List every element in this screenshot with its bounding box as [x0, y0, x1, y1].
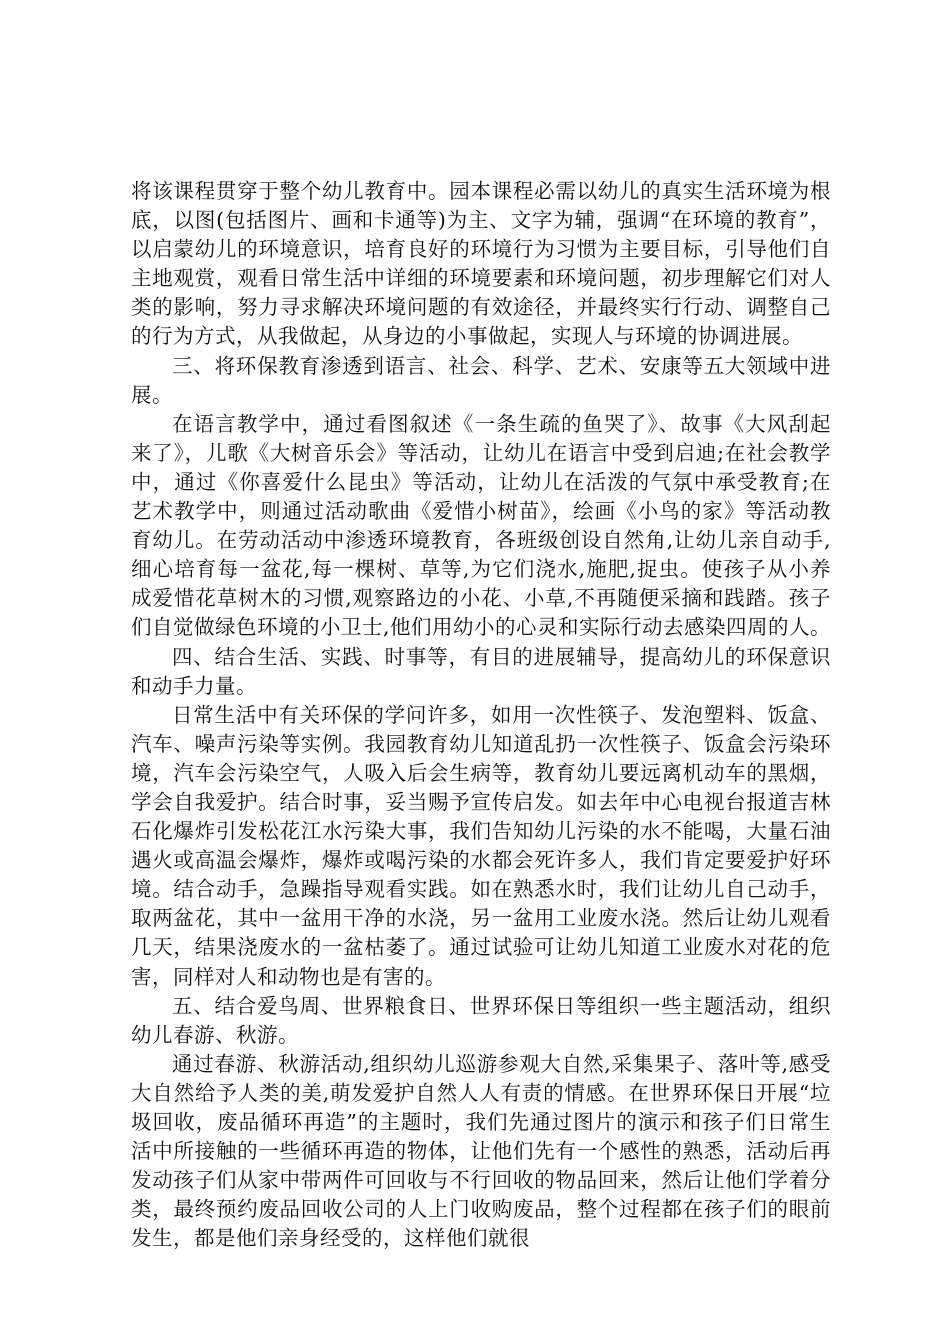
- document-body: [131, 177, 831, 1253]
- paragraph-5: 日常生活中有关环保的学问许多，如用一次性筷子、发泡塑料、饭盒、汽车、噪声污染等实例。我园教育幼儿知道乱扔一次性筷子、饭盒会污染环境，汽车会污染空气，人吸入后会生病等，教育幼儿要远离机动车的黑烟，学会自我爱护。结合时事，妥当赐予宣传启发。如去年中心电视台报道吉林石化爆炸引发松花江水污染大事，我们告知幼儿污染的水不能喝，大量石油遇火或高温会爆炸，爆炸或喝污染的水都会死许多人，我们肯定要爱护好环境。结合动手，急躁指导观看实践。如在熟悉水时，我们让幼儿自己动手，取两盆花，其中一盆用干净的水浇，另一盆用工业废水浇。然后让幼儿观看几天，结果浇废水的一盆枯萎了。通过试验可让幼儿知道工业废水对花的危害，同样对人和动物也是有害的。: [131, 702, 831, 989]
- paragraph-6-heading: 五、结合爱鸟周、世界粮食日、世界环保日等组织一些主题活动，组织幼儿春游、秋游。: [131, 993, 831, 1047]
- paragraph-4-heading: 四、结合生活、实践、时事等，有目的进展辅导，提高幼儿的环保意识和动手力量。: [131, 644, 831, 698]
- paragraph-2-heading: 三、将环保教育渗透到语言、社会、科学、艺术、安康等五大领域中进展。: [131, 353, 831, 407]
- paragraph-3: 在语言教学中，通过看图叙述《一条生疏的鱼哭了》、故事《大风刮起来了》，儿歌《大树音乐会》等活动，让幼儿在语言中受到启迪;在社会教学中，通过《你喜爱什么昆虫》等活动，让幼儿在活泼的气氛中承受教育;在艺术教学中，则通过活动歌曲《爱惜小树苗》，绘画《小鸟的家》等活动教育幼儿。在劳动活动中渗透环境教育，各班级创设自然角,让幼儿亲自动手,细心培育每一盆花,每一棵树、草等,为它们浇水,施肥,捉虫。使孩子从小养成爱惜花草树木的习惯,观察路边的小花、小草,不再随便采摘和践踏。孩子们自觉做绿色环境的小卫士,他们用幼小的心灵和实际行动去感染四周的人。: [131, 411, 832, 640]
- paragraph-1: 将该课程贯穿于整个幼儿教育中。园本课程必需以幼儿的真实生活环境为根底，以图(包括图片、画和卡通等)为主、文字为辅，强调“在环境的教育”，以启蒙幼儿的环境意识，培育良好的环境行为习惯为主要目标，引导他们自主地观赏，观看日常生活中详细的环境要素和环境问题，初步理解它们对人类的影响，努力寻求解决环境问题的有效途径，并最终实行行动、调整自己的行为方式，从我做起，从身边的小事做起，实现人与环境的协调进展。: [131, 179, 831, 349]
- paragraph-7: 通过春游、秋游活动,组织幼儿巡游参观大自然,采集果子、落叶等,感受大自然给予人类的美,萌发爱护自然人人有责的情感。在世界环保日开展“垃圾回收，废品循环再造”的主题时，我们先通过图片的演示和孩子们日常生活中所接触的一些循环再造的物体，让他们先有一个感性的熟悉，活动后再发动孩子们从家中带两件可回收与不行回收的物品回来，然后让他们学着分类，最终预约废品回收公司的人上门收购废品，整个过程都在孩子们的眼前发生，都是他们亲身经受的，这样他们就很: [131, 1051, 831, 1251]
